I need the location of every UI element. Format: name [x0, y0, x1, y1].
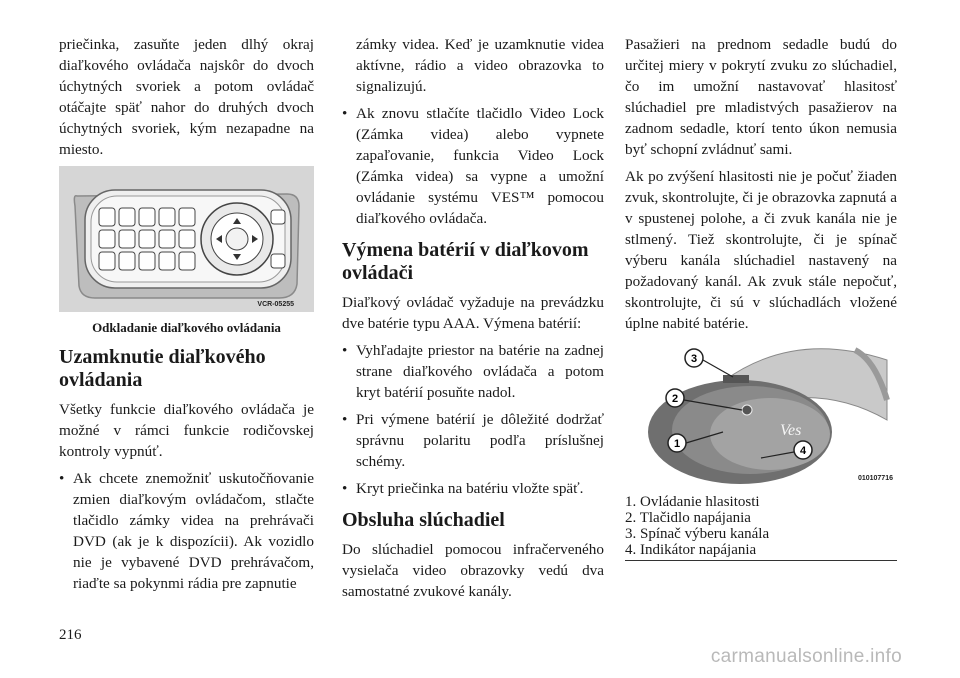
list-item: • Ak znovu stlačíte tlačidlo Video Lock (Zámka videa) alebo vypnete zapaľovanie, funkcia Video Lock (Zámka videa) sa vypne a umožní ovládanie systému VES™ pomocou diaľkového ovládača.: [342, 105, 604, 227]
bullet-icon: •: [342, 411, 348, 428]
troubleshoot-paragraph: Ak po zvýšení hlasitosti nie je počuť žiaden zvuk, skontrolujte, či je obrazovka zapnutá a v spustenej polohe, a či zvuk kanála nie je stlmený. Tiež skontrolujte, či je spínač výberu kanála slúchadiel nastavený na požadovaný kanál. Ak zvuk stále nepočuť, skontrolujte, či sú v slúchadlách vložené úplne nabité batérie.: [625, 168, 897, 332]
figure-tag: 010107716: [857, 475, 893, 482]
video-lock-list: [342, 103, 604, 229]
svg-text:3: 3: [690, 353, 698, 365]
figure-caption: Odkladanie diaľkového ovládania: [92, 320, 281, 335]
svg-text:1: 1: [673, 438, 681, 450]
figure-tag: VCR-05255: [257, 301, 294, 308]
headphones-paragraph: Do slúchadiel pomocou infračerveného vysielača video obrazovky vedú dva samostatné zvukové kanály.: [342, 541, 604, 600]
legend-item: 3. Spínač výberu kanála: [625, 526, 770, 542]
legend-item: 4. Indikátor napájania: [625, 542, 757, 558]
remote-control-illustration: [59, 166, 314, 312]
column-2: [342, 34, 604, 608]
list-item: • Ak chcete znemožniť uskutočňovanie zmien diaľkovým ovládačom, stlačte tlačidlo zámky videa na prehrávači DVD (ak je k dispozícii). Ak vozidlo nie je vybavené DVD prehrávačom, riaďte sa pokynmi rádia pre zapnutie: [59, 470, 314, 592]
headphones-illustration: [625, 340, 897, 486]
callout-3: [685, 349, 733, 377]
headphones-figure: [625, 340, 897, 486]
figure-legend: [625, 494, 897, 558]
watermark: carmanualsonline.info: [710, 646, 902, 667]
front-passengers-paragraph: Pasažieri na prednom sedadle budú do určitej miery v pokrytí zvuku zo slúchadiel, čo im umožní nastavovať hlasitosť slúchadiel pre mladistvých pasažierov na zadnom sedadle, ktorí tento úkon nemusia byť schopní zvládnuť sami.: [625, 36, 897, 158]
section-heading-headphones: Obsluha slúchadiel: [342, 509, 505, 531]
remote-lock-paragraph: Všetky funkcie diaľkového ovládača je možné v rámci funkcie rodičovskej kontroly vypnúť.: [59, 401, 314, 460]
column-1: [59, 34, 314, 600]
legend-divider: [625, 560, 897, 561]
svg-text:4: 4: [799, 445, 807, 457]
bullet-icon: •: [342, 342, 348, 359]
legend-item: 2. Tlačidlo napájania: [625, 510, 751, 526]
list-item: • Kryt priečinka na batériu vložte späť.: [342, 480, 584, 497]
intro-paragraph: priečinka, zasuňte jeden dlhý okraj diaľkového ovládača najskôr do dvoch úchytných svoriek a potom ovládač otáčajte späť nahor do druhých dvoch úchytných svoriek, kým nezapadne na miesto.: [59, 36, 314, 158]
svg-text:2: 2: [671, 393, 679, 405]
continued-text: zámky videa. Keď je uzamknutie videa aktívne, rádio a video obrazovka to signalizujú.: [356, 36, 604, 95]
page-number: 216: [59, 627, 82, 643]
list-item: • Pri výmene batérií je dôležité dodržať správnu polaritu podľa príslušnej schémy.: [342, 411, 604, 470]
ves-logo-icon: Ves: [780, 422, 802, 439]
remote-lock-list: [59, 468, 314, 594]
battery-list: [342, 340, 604, 499]
legend-item: 1. Ovládanie hlasitosti: [625, 494, 760, 510]
remote-storage-figure: [59, 166, 314, 312]
section-heading-battery: Výmena batérií v diaľkovom ovládači: [342, 239, 589, 284]
list-item: • Vyhľadajte priestor na batérie na zadnej strane diaľkového ovládača a potom kryt batérií posuňte nadol.: [342, 342, 604, 401]
section-heading-remote-lock: Uzamknutie diaľkového ovládania: [59, 346, 266, 391]
column-3: [625, 34, 897, 561]
bullet-icon: •: [342, 480, 348, 497]
bullet-icon: •: [342, 105, 348, 122]
battery-paragraph: Diaľkový ovládač vyžaduje na prevádzku dve batérie typu AAA. Výmena batérií:: [342, 294, 604, 332]
bullet-icon: •: [59, 470, 65, 487]
